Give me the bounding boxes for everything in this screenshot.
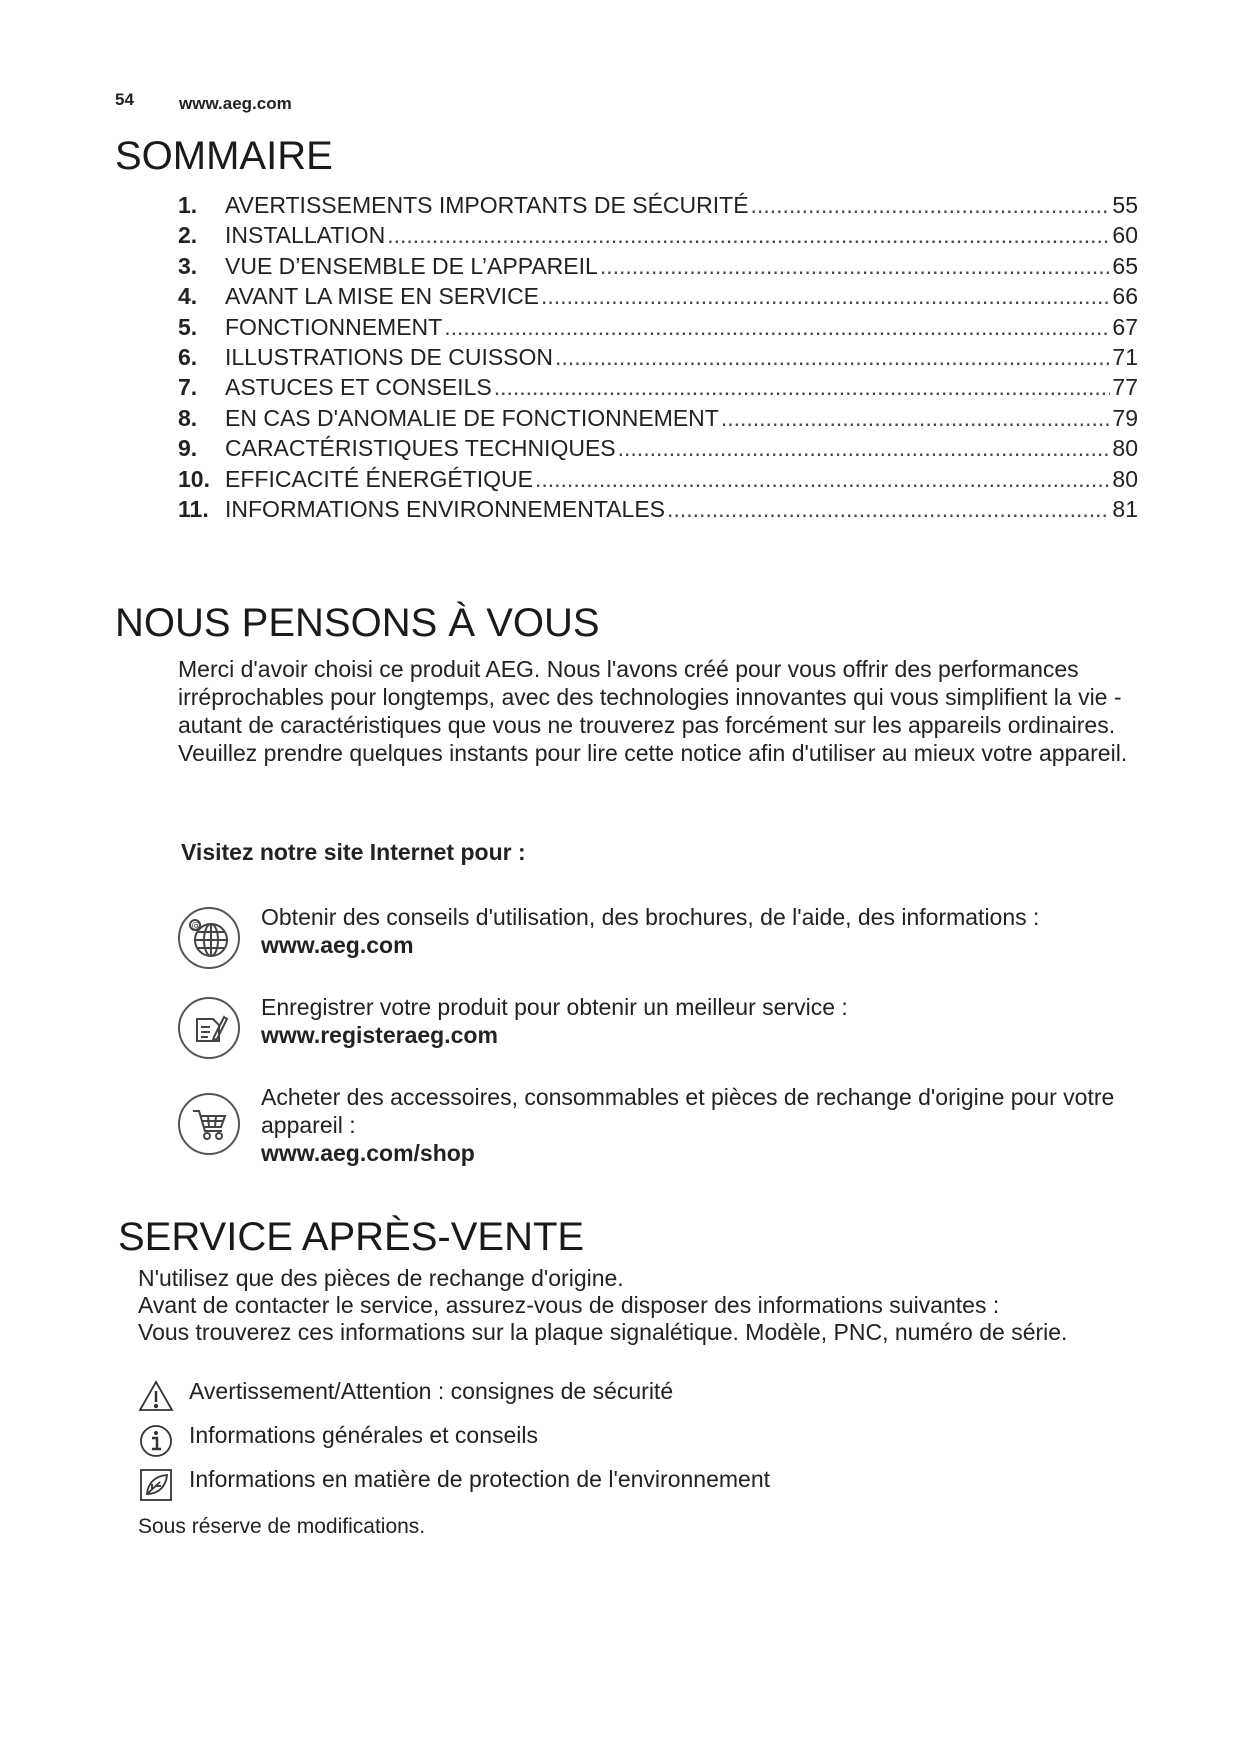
- legend-label: Informations en matière de protection de l'environnement: [189, 1466, 770, 1492]
- toc-entry-title: EFFICACITÉ ÉNERGÉTIQUE: [225, 465, 533, 492]
- service-line: Avant de contacter le service, assurez-vous de disposer des informations suivantes :: [138, 1292, 1000, 1318]
- toc-entry[interactable]: [178, 496, 1138, 526]
- web-item-text: [261, 993, 848, 1049]
- sommaire-title: SOMMAIRE: [115, 134, 333, 178]
- toc-entry-page: 79: [1112, 404, 1138, 431]
- legend-label: Avertissement/Attention : consignes de sécurité: [189, 1378, 674, 1404]
- toc-leader-dots: [535, 466, 1110, 493]
- toc-entry-page: 80: [1112, 435, 1138, 462]
- toc-entry-page: 67: [1112, 313, 1138, 340]
- toc-entry[interactable]: [178, 283, 1138, 313]
- web-item-text: [261, 1083, 1138, 1167]
- toc-entry[interactable]: [178, 466, 1138, 496]
- toc-leader-dots: [667, 496, 1110, 523]
- service-line: N'utilisez que des pièces de rechange d'origine.: [138, 1265, 624, 1291]
- toc-entry-title: INFORMATIONS ENVIRONNEMENTALES: [225, 495, 666, 522]
- globe-icon: [178, 907, 240, 969]
- register-icon: [178, 997, 240, 1059]
- intro-paragraph: Merci d'avoir choisi ce produit AEG. Nous l'avons créé pour vous offrir des performances irréprochables pour longtemps, avec des technologies innovantes qui vous simplifient la vie - autant de caractéristiques que vous ne trouverez pas forcément sur les appareils ordinaires. Veuillez prendre quelques instants pour lire cette notice afin d'utiliser au mieux votre appareil.: [178, 656, 1128, 766]
- web-item-description: Enregistrer votre produit pour obtenir un meilleur service :: [261, 994, 848, 1020]
- toc-entry-page: 65: [1112, 252, 1138, 279]
- toc-entry[interactable]: [178, 314, 1138, 344]
- toc-leader-dots: [387, 222, 1110, 249]
- toc-entry-number: 9.: [178, 435, 198, 462]
- shopping-cart-icon: [178, 1093, 240, 1155]
- toc-entry-page: 55: [1112, 192, 1138, 218]
- svg-text:@: @: [191, 921, 201, 931]
- service-line: Vous trouverez ces informations sur la plaque signalétique. Modèle, PNC, numéro de série.: [138, 1319, 1068, 1345]
- page-number: 54: [115, 90, 134, 109]
- toc-entry-number: 10.: [178, 465, 210, 492]
- toc-leader-dots: [494, 374, 1111, 401]
- toc-entry[interactable]: [178, 253, 1138, 283]
- web-item-url[interactable]: www.registeraeg.com: [261, 1022, 498, 1048]
- toc-entry-number: 2.: [178, 222, 198, 249]
- toc-entry-number: 4.: [178, 283, 198, 310]
- toc-entry-title: INSTALLATION: [225, 222, 386, 249]
- header-site-link[interactable]: www.aeg.com: [179, 94, 292, 113]
- toc-entry-title: CARACTÉRISTIQUES TECHNIQUES: [225, 435, 616, 462]
- toc-entry-number: 6.: [178, 343, 198, 370]
- toc-entry-page: 77: [1112, 374, 1138, 401]
- toc-entry[interactable]: [178, 192, 1138, 222]
- toc-entry-number: 1.: [178, 192, 198, 218]
- toc-leader-dots: [600, 253, 1111, 280]
- toc-entry-number: 7.: [178, 374, 198, 401]
- toc-leader-dots: [444, 314, 1110, 341]
- toc-entry-title: AVANT LA MISE EN SERVICE: [225, 283, 540, 310]
- toc-entry[interactable]: [178, 222, 1138, 252]
- toc-entry[interactable]: [178, 435, 1138, 465]
- table-of-contents: [178, 192, 1138, 526]
- visit-heading: Visitez notre site Internet pour :: [181, 839, 526, 865]
- toc-entry-number: 3.: [178, 252, 198, 279]
- toc-entry[interactable]: [178, 405, 1138, 435]
- modification-note: Sous réserve de modifications.: [138, 1515, 426, 1538]
- web-item-text: [261, 903, 1039, 959]
- toc-entry-title: ASTUCES ET CONSEILS: [225, 374, 492, 401]
- legend-label: Informations générales et conseils: [189, 1422, 539, 1448]
- service-text: [138, 1265, 1198, 1346]
- toc-entry-title: AVERTISSEMENTS IMPORTANTS DE SÉCURITÉ: [225, 192, 749, 218]
- toc-entry[interactable]: [178, 374, 1138, 404]
- environment-icon: [138, 1466, 174, 1502]
- toc-entry[interactable]: [178, 344, 1138, 374]
- toc-entry-title: ILLUSTRATIONS DE CUISSON: [225, 343, 554, 370]
- web-item-url[interactable]: www.aeg.com/shop: [261, 1140, 475, 1166]
- info-icon: [138, 1422, 174, 1458]
- toc-entry-number: 5.: [178, 313, 198, 340]
- web-item-url[interactable]: www.aeg.com: [261, 932, 414, 958]
- toc-leader-dots: [721, 405, 1111, 432]
- toc-entry-page: 60: [1112, 222, 1138, 249]
- toc-entry-title: EN CAS D'ANOMALIE DE FONCTIONNEMENT: [225, 404, 719, 431]
- toc-entry-page: 71: [1112, 343, 1138, 370]
- toc-entry-page: 66: [1112, 283, 1138, 310]
- toc-entry-page: 80: [1112, 465, 1138, 492]
- toc-leader-dots: [541, 283, 1110, 310]
- toc-entry-page: 81: [1112, 495, 1138, 522]
- service-title: SERVICE APRÈS-VENTE: [118, 1215, 585, 1259]
- toc-entry-title: VUE D’ENSEMBLE DE L’APPAREIL: [225, 252, 598, 279]
- toc-leader-dots: [555, 344, 1110, 371]
- pensons-title: NOUS PENSONS À VOUS: [115, 601, 600, 645]
- toc-entry-title: FONCTIONNEMENT: [225, 313, 443, 340]
- toc-leader-dots: [751, 192, 1111, 219]
- web-item-description: Acheter des accessoires, consommables et pièces de rechange d'origine pour votre appareil :: [261, 1084, 1115, 1138]
- toc-entry-number: 11.: [178, 495, 209, 522]
- toc-entry-number: 8.: [178, 404, 198, 431]
- web-item-description: Obtenir des conseils d'utilisation, des brochures, de l'aide, des informations :: [261, 904, 1040, 930]
- toc-leader-dots: [618, 435, 1111, 462]
- warning-icon: [138, 1378, 174, 1414]
